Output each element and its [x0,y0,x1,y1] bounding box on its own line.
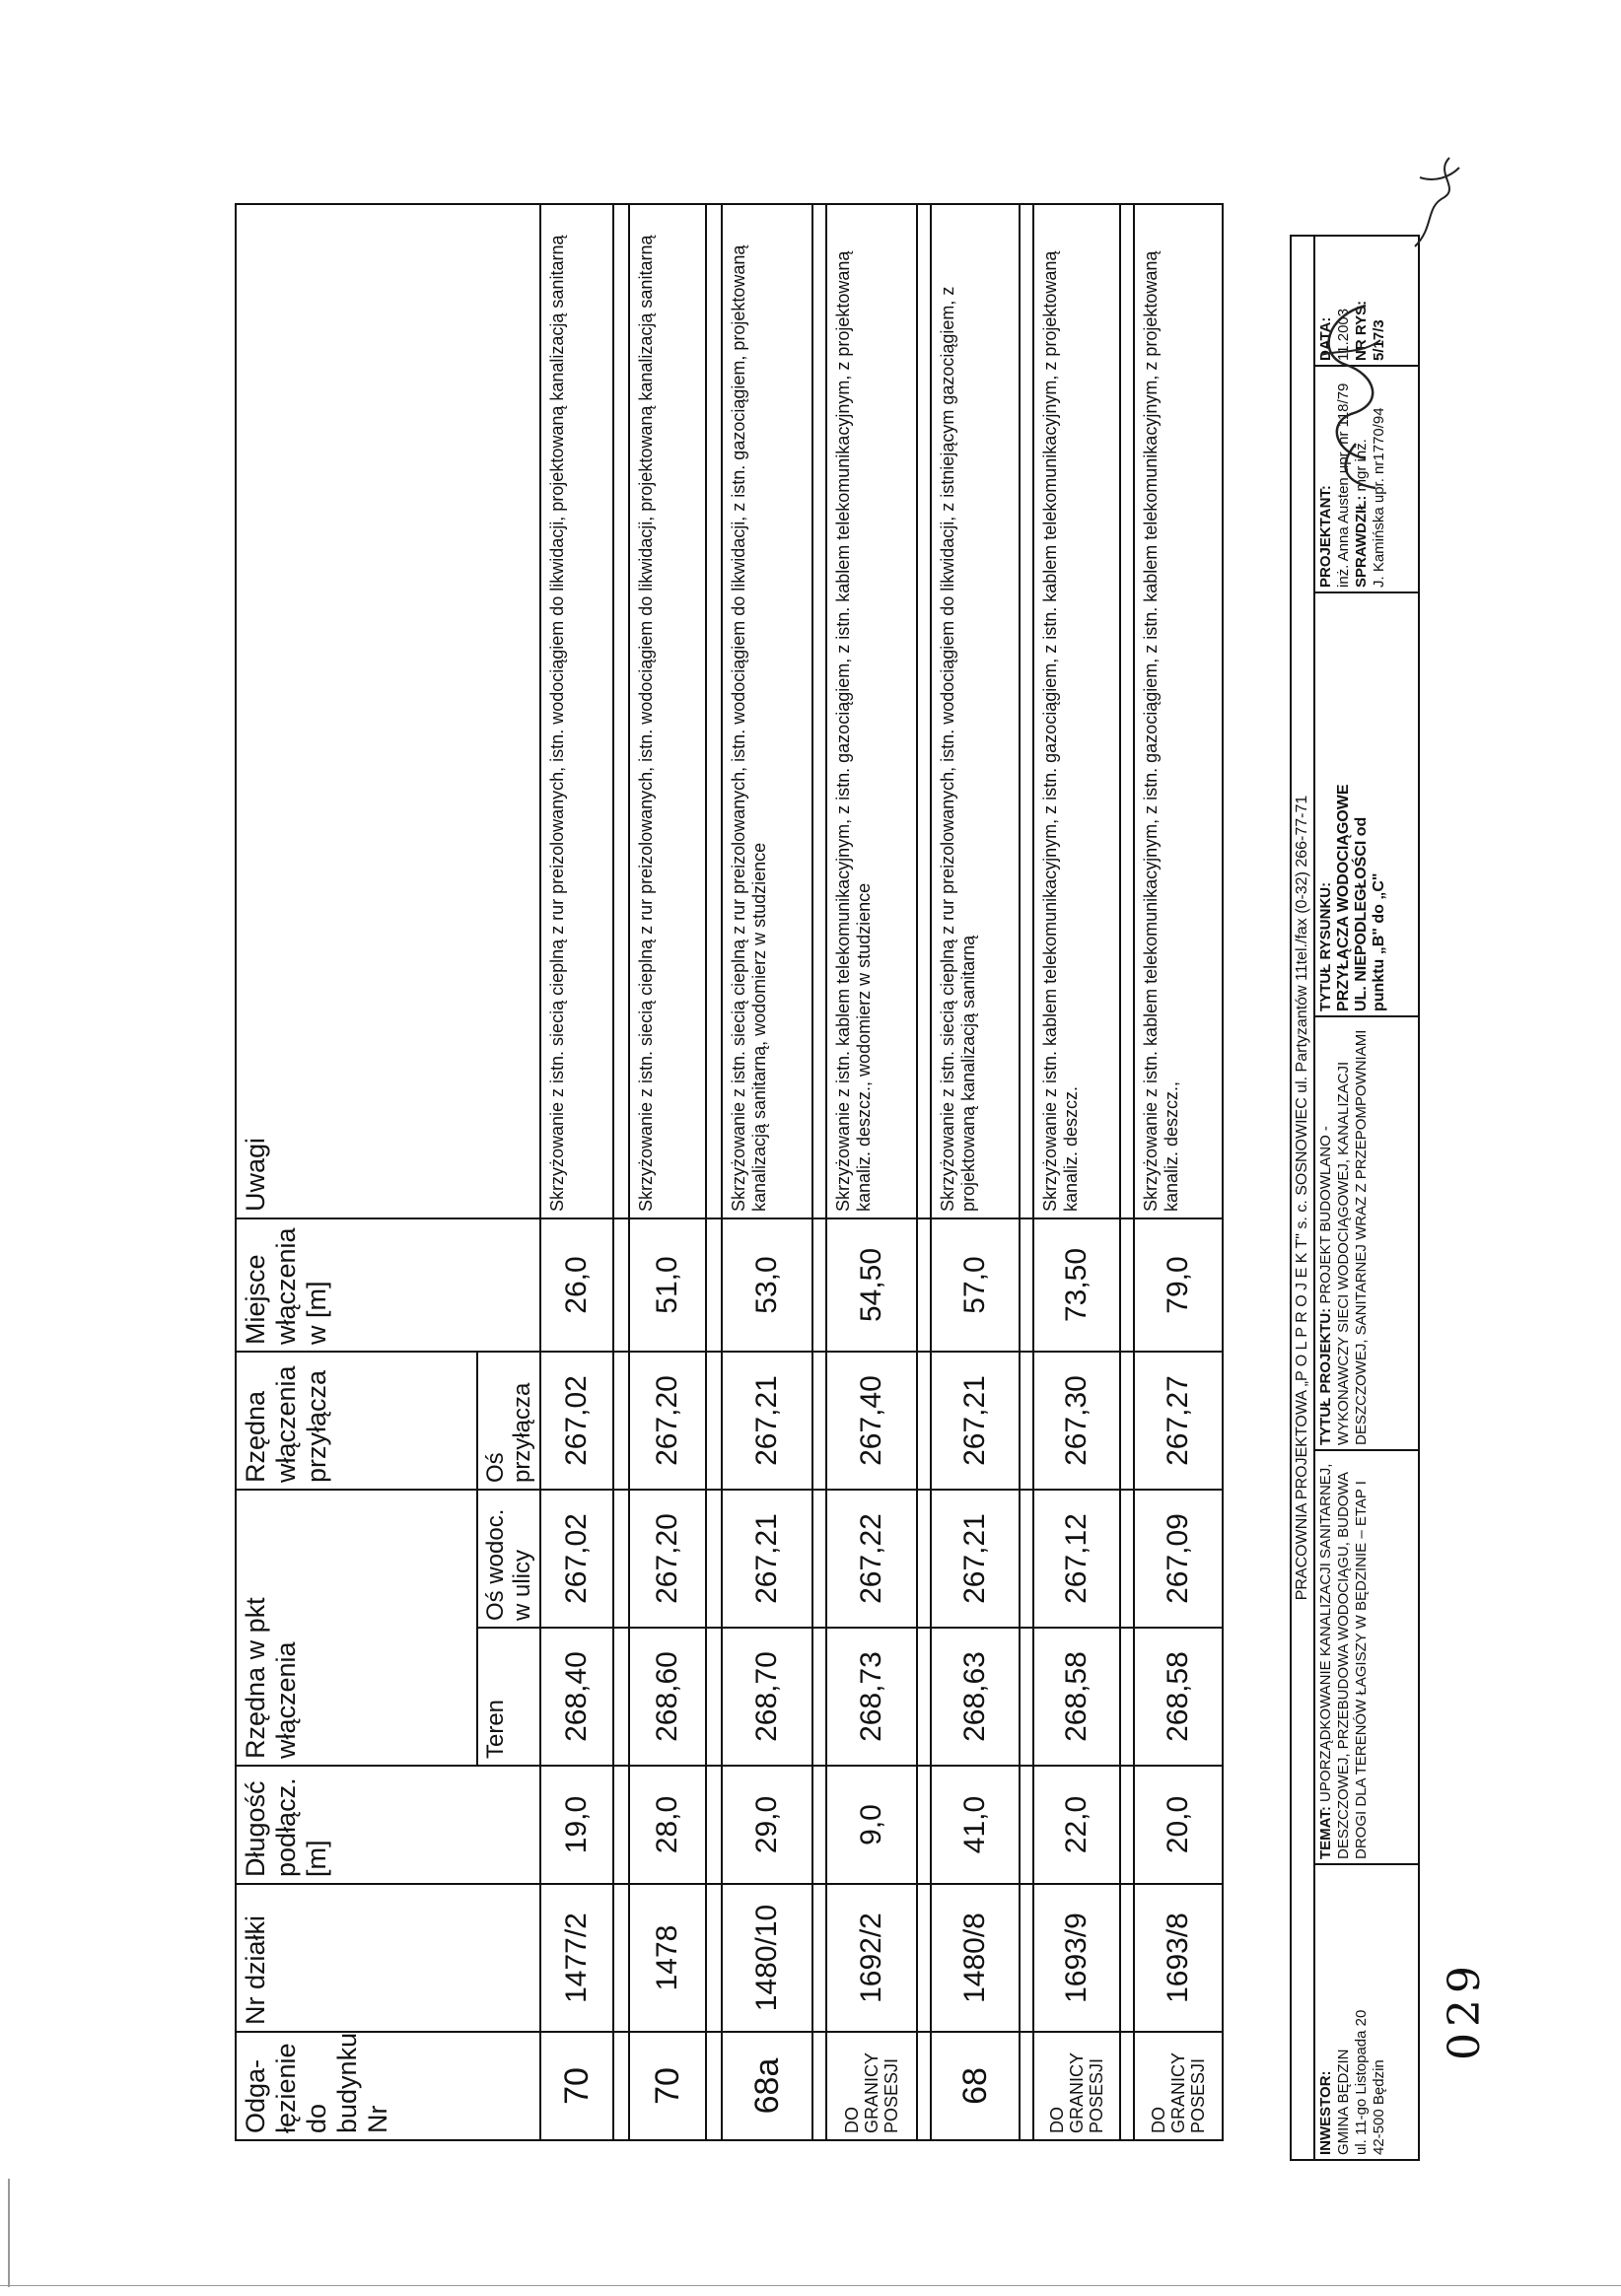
cell-terrain: 268,58 [1134,1628,1223,1766]
drawing-title-line: PRZYŁĄCZA WODOCIĄGOWE [1335,784,1352,1011]
scan-edge-line [0,2285,1621,2286]
cell-axis-main: 267,12 [1033,1490,1120,1628]
table-row [1033,204,1120,2140]
date-label: DATA: [1317,316,1334,361]
project-title-label: TYTUŁ PROJEKTU: [1317,1307,1334,1445]
header-plot: Nr działki [236,1884,540,2032]
cell-axis-connection: 267,40 [826,1352,917,1490]
cell-place: 26,0 [540,1218,613,1352]
header-axis-main: Oś wodoc. w ulicy [477,1490,540,1628]
cell-branch: DO GRANICY POSESJI [1033,2032,1120,2140]
cell-length: 29,0 [722,1766,812,1884]
drawing-title-line: UL. NIEPODLEGŁOŚCI od [1353,816,1370,1011]
cell-axis-main: 267,21 [931,1490,1020,1628]
cell-branch: 70 [540,2032,613,2140]
drawing-title-label: TYTUŁ RYSUNKU: [1317,881,1334,1011]
cell-axis-main: 267,02 [540,1490,613,1628]
cell-length: 28,0 [629,1766,706,1884]
cell-plot: 1693/8 [1134,1884,1223,2032]
cell-branch: DO GRANICY POSESJI [1134,2032,1223,2140]
cell-terrain: 268,40 [540,1628,613,1766]
header-place: Miejsce włączenia w [m] [236,1218,540,1352]
project-title-cell [1314,1016,1419,1450]
cell-axis-connection: 267,21 [931,1352,1020,1490]
header-terrain: Teren [477,1628,540,1766]
cell-terrain: 268,60 [629,1628,706,1766]
cell-terrain: 268,58 [1033,1628,1120,1766]
designer-text: inż. Anna Austen upr. nr 118/79 [1335,383,1352,588]
cell-place: 51,0 [629,1218,706,1352]
header-notes: Uwagi [236,204,540,1218]
cell-plot: 1692/2 [826,1884,917,2032]
cell-place: 73,50 [1033,1218,1120,1352]
cell-axis-main: 267,09 [1134,1490,1223,1628]
investor-line: GMINA BĘDZIN [1335,2049,1352,2155]
cell-axis-main: 267,22 [826,1490,917,1628]
cell-axis-connection: 267,02 [540,1352,613,1490]
spacer-row [1120,204,1134,2140]
cell-plot: 1693/9 [1033,1884,1120,2032]
cell-length: 9,0 [826,1766,917,1884]
checked-name: J. Kamińska upr. nr1770/94 [1371,407,1387,588]
drawing-number-value: 5/17/3 [1371,319,1387,361]
checker-signature [1405,138,1464,256]
table-row [540,204,613,2140]
cell-length: 19,0 [540,1766,613,1884]
cell-branch: 70 [629,2032,706,2140]
drawing-number-label: NR RYS: [1353,300,1370,361]
investor-line: 42-500 Będzin [1371,2059,1387,2155]
cell-terrain: 268,73 [826,1628,917,1766]
cell-branch: DO GRANICY POSESJI [826,2032,917,2140]
water-connections-table [235,205,1224,2141]
scan-edge-line [8,2179,10,2287]
drawing-title-cell [1314,592,1419,1016]
header-ordinate-connection: Rzędna włączenia przyłącza [236,1352,477,1490]
cell-axis-connection: 267,30 [1033,1352,1120,1490]
cell-axis-connection: 267,27 [1134,1352,1223,1490]
header-length: Długość podłącz. [m] [236,1766,540,1884]
cell-place: 54,50 [826,1218,917,1352]
design-office-header: PRACOWNIA PROJEKTOWA „P O L P R O J E K T" s. c. SOSNOWIEC ul. Partyzantów 11tel./fax (0-32) 266-77-71 [1291,236,1314,2160]
topic-label: TEMAT: [1317,1806,1334,1859]
cell-note: Skrzyżowanie z istn. siecią cieplną z rur preizolowanych, istn. wodociągiem do likwidacji, projektowaną kanalizacją sanitarną [540,204,613,1218]
table-row [629,204,706,2140]
title-block [1290,237,1420,2161]
checked-label: SPRAWDZIŁ: [1353,495,1370,588]
cell-axis-connection: 267,20 [629,1352,706,1490]
designer-signature [1306,296,1395,493]
spacer-row [1020,204,1033,2140]
cell-terrain: 268,63 [931,1628,1020,1766]
cell-note: Skrzyżowanie z istn. siecią cieplną z rur preizolowanych, istn. wodociągiem do likwidacji, z istniejącym gazociągiem, z projektowaną kanalizacją sanitarną [931,204,1020,1218]
cell-length: 20,0 [1134,1766,1223,1884]
cell-plot: 1480/10 [722,1884,812,2032]
cell-plot: 1478 [629,1884,706,2032]
header-branch: Odga-łęzienie do budynku Nr [236,2032,540,2140]
cell-branch: 68 [931,2032,1020,2140]
cell-note: Skrzyżowanie z istn. siecią cieplną z rur preizolowanych, istn. wodociągiem do likwidacji, z istn. gazociągiem, projektowaną kanalizacją sanitarną, wodomierz w studzience [722,204,812,1218]
table-row [931,204,1020,2140]
cell-branch: 68a [722,2032,812,2140]
topic-text: UPORZĄDKOWANIE KANALIZACJI SANITARNEJ, DESZCZOWEJ, PRZEBUDOWA WODOCIĄGU, BUDOWA DROGI DLA TERENÓW ŁAGISZY W BĘDZINIE – ETAP I [1317,1463,1370,1859]
spacer-row [812,204,826,2140]
investor-cell [1314,1864,1419,2160]
checked-text: mgr inż. [1353,439,1370,492]
spacer-row [613,204,629,2140]
investor-line: ul. 11-go Listopada 20 [1353,2009,1370,2155]
cell-axis-connection: 267,21 [722,1352,812,1490]
header-ordinate-point: Rzędna w pkt włączenia [236,1490,477,1766]
page-number: 029 [1440,1960,1490,2060]
table-row [722,204,812,2140]
investor-label: INWESTOR: [1317,2070,1334,2155]
topic-cell [1314,1450,1419,1864]
cell-note: Skrzyżowanie z istn. siecią cieplną z rur preizolowanych, istn. wodociągiem do likwidacji, projektowaną kanalizacją sanitarną [629,204,706,1218]
cell-place: 57,0 [931,1218,1020,1352]
drawing-title-line: punktu „B" do „C" [1371,872,1387,1011]
cell-note: Skrzyżowanie z istn. kablem telekomunikacyjnym, z istn. gazociągiem, z istn. kablem telekomunikacyjnym, z projektowaną kanaliz. deszcz., [1134,204,1223,1218]
project-title-text: PROJEKT BUDOWLANO -WYKONAWCZY SIECI WODOCIĄGOWEJ, KANALIZACJI DESZCZOWEJ, SANITARNEJ WRAZ Z PRZEPOMPOWNIAMI [1317,1029,1370,1445]
date-value: 11.2003 [1335,308,1352,361]
header-axis-connection: Oś przyłącza [477,1352,540,1490]
cell-axis-main: 267,21 [722,1490,812,1628]
cell-plot: 1480/8 [931,1884,1020,2032]
cell-length: 41,0 [931,1766,1020,1884]
cell-note: Skrzyżowanie z istn. kablem telekomunikacyjnym, z istn. gazociągiem, z istn. kablem telekomunikacyjnym, z projektowaną kanaliz. deszcz. [1033,204,1120,1218]
cell-length: 22,0 [1033,1766,1120,1884]
cell-terrain: 268,70 [722,1628,812,1766]
cell-plot: 1477/2 [540,1884,613,2032]
spacer-row [917,204,931,2140]
cell-place: 53,0 [722,1218,812,1352]
cell-axis-main: 267,20 [629,1490,706,1628]
table-row [826,204,917,2140]
cell-place: 79,0 [1134,1218,1223,1352]
cell-note: Skrzyżowanie z istn. kablem telekomunikacyjnym, z istn. gazociągiem, z istn. kablem telekomunikacyjnym, z projektowaną kanaliz. deszcz., wodomierz w studzience [826,204,917,1218]
spacer-row [706,204,722,2140]
table-row [1134,204,1223,2140]
designer-label: PROJEKTANT: [1317,485,1334,588]
